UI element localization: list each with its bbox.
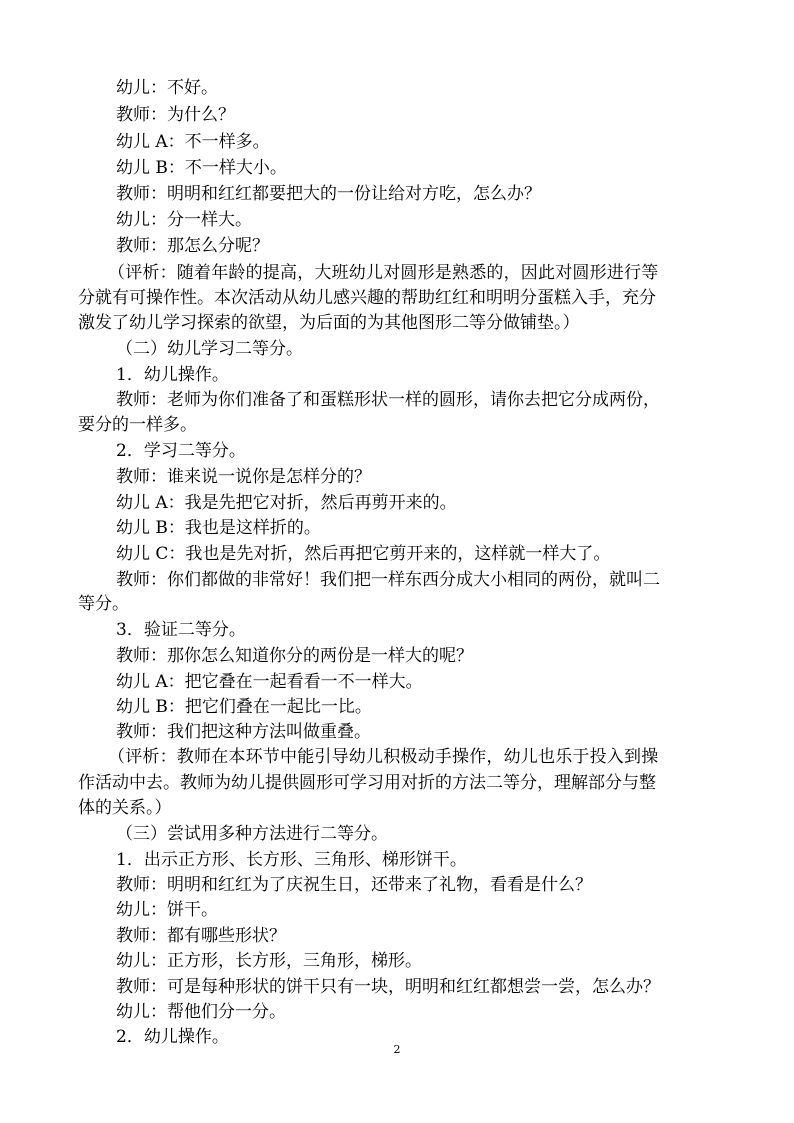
section-heading: （三）尝试用多种方法进行二等分。 bbox=[116, 824, 388, 844]
step-heading: 1．幼儿操作。 bbox=[116, 365, 229, 385]
dialogue-line: 幼儿：帮他们分一分。 bbox=[116, 1002, 286, 1022]
commentary-line: 作活动中去。教师为幼儿提供圆形可学习用对折的方法二等分，理解部分与整 bbox=[78, 773, 656, 793]
dialogue-line: 教师：老师为你们准备了和蛋糕形状一样的圆形，请你去把它分成两份， bbox=[116, 390, 660, 410]
dialogue-line: 教师：明明和红红都要把大的一份让给对方吃，怎么办？ bbox=[116, 184, 541, 204]
commentary-line: 体的关系。） bbox=[78, 798, 172, 818]
dialogue-line: 幼儿：分一样大。 bbox=[116, 210, 252, 230]
dialogue-line: 幼儿：饼干。 bbox=[116, 900, 218, 920]
commentary-line: （评析：随着年龄的提高，大班幼儿对圆形是熟悉的，因此对圆形进行等 bbox=[108, 263, 659, 283]
commentary-line: （评析：教师在本环节中能引导幼儿积极动手操作，幼儿也乐于投入到操 bbox=[108, 747, 659, 767]
page-number: 2 bbox=[393, 1043, 401, 1056]
dialogue-line: 幼儿 A：不一样多。 bbox=[116, 132, 270, 152]
dialogue-line: 幼儿：正方形，长方形，三角形，梯形。 bbox=[116, 951, 422, 971]
dialogue-line: 幼儿 B：把它们叠在一起比一比。 bbox=[116, 697, 372, 717]
dialogue-line: 等分。 bbox=[78, 594, 129, 614]
dialogue-line: 教师：你们都做的非常好！我们把一样东西分成大小相同的两份，就叫二 bbox=[116, 570, 660, 590]
step-heading: 2．幼儿操作。 bbox=[116, 1027, 229, 1047]
step-heading: 1．出示正方形、长方形、三角形、梯形饼干。 bbox=[116, 850, 467, 870]
step-heading: 3．验证二等分。 bbox=[116, 620, 246, 640]
dialogue-line: 幼儿 A：把它叠在一起看看一不一样大。 bbox=[116, 672, 423, 692]
commentary-line: 激发了幼儿学习探索的欲望，为后面的为其他图形二等分做铺垫。） bbox=[78, 313, 580, 333]
dialogue-line: 教师：谁来说一说你是怎样分的？ bbox=[116, 467, 371, 487]
dialogue-line: 教师：我们把这种方法叫做重叠。 bbox=[116, 722, 371, 742]
dialogue-line: 教师：那你怎么知道你分的两份是一样大的呢？ bbox=[116, 646, 473, 666]
dialogue-line: 幼儿 B：我也是这样折的。 bbox=[116, 518, 321, 538]
section-heading: （二）幼儿学习二等分。 bbox=[116, 339, 303, 359]
dialogue-line: 教师：为什么？ bbox=[116, 105, 235, 125]
dialogue-line: 要分的一样多。 bbox=[78, 415, 197, 435]
dialogue-line: 幼儿 B：不一样大小。 bbox=[116, 158, 287, 178]
dialogue-line: 教师：明明和红红为了庆祝生日，还带来了礼物，看看是什么？ bbox=[116, 875, 592, 895]
commentary-line: 分就有可操作性。本次活动从幼儿感兴趣的帮助红红和明明分蛋糕入手，充分 bbox=[78, 288, 656, 308]
dialogue-line: 教师：可是每种形状的饼干只有一块，明明和红红都想尝一尝，怎么办？ bbox=[116, 977, 660, 997]
dialogue-line: 幼儿 C：我也是先对折，然后再把它剪开来的，这样就一样大了。 bbox=[116, 544, 611, 564]
dialogue-line: 幼儿：不好。 bbox=[116, 78, 218, 98]
step-heading: 2．学习二等分。 bbox=[116, 441, 246, 461]
dialogue-line: 幼儿 A：我是先把它对折，然后再剪开来的。 bbox=[116, 493, 457, 513]
dialogue-line: 教师：都有哪些形状？ bbox=[116, 926, 286, 946]
dialogue-line: 教师：那怎么分呢？ bbox=[116, 236, 269, 256]
